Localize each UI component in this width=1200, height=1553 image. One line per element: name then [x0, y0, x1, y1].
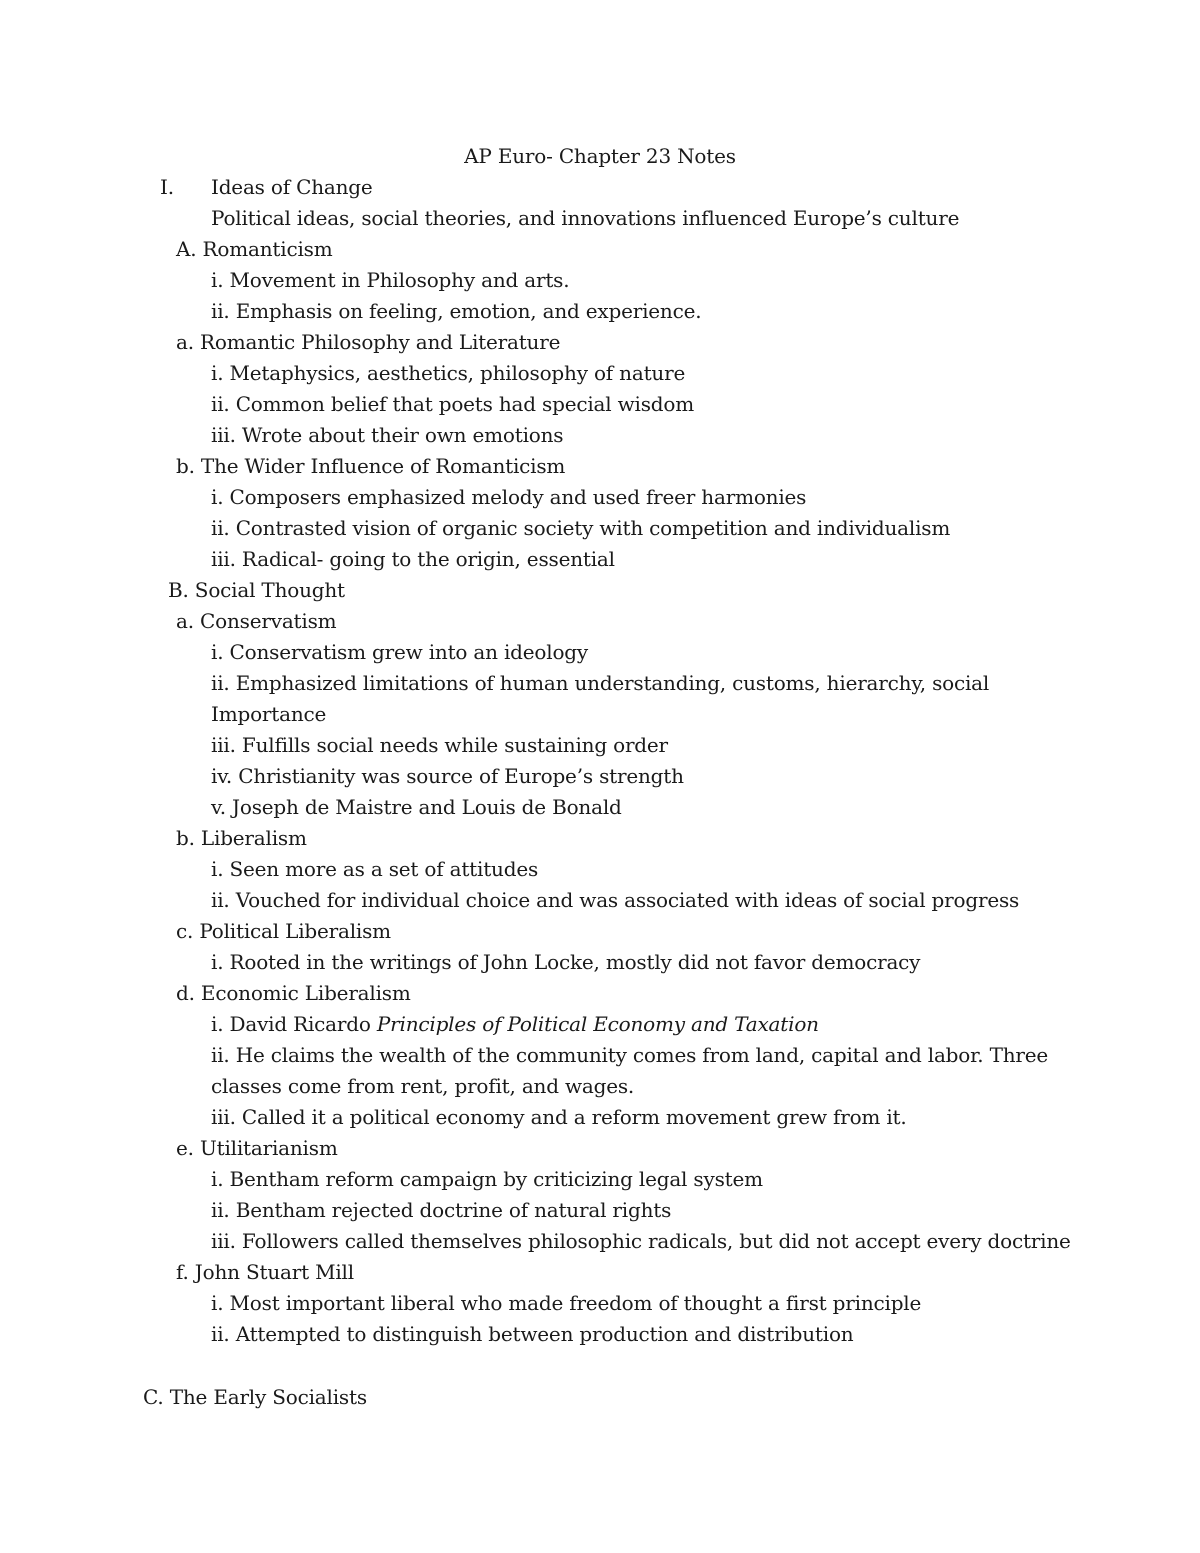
outline-heading: b. The Wider Influence of Romanticism — [176, 454, 566, 478]
outline-item: i. Rooted in the writings of John Locke, mostly did not favor democracy — [211, 950, 921, 974]
outline-heading: A. Romanticism — [176, 237, 333, 261]
outline-item: i. Conservatism grew into an ideology — [211, 640, 589, 664]
section-marker: I. — [160, 175, 174, 199]
outline-heading: e. Utilitarianism — [176, 1136, 338, 1160]
outline-item: iii. Wrote about their own emotions — [211, 423, 564, 447]
outline-item: iii. Fulfills social needs while sustaining order — [211, 733, 668, 757]
item-text: i. David Ricardo — [211, 1012, 377, 1036]
section-heading: Ideas of Change — [211, 175, 373, 199]
outline-heading: C. The Early Socialists — [143, 1385, 367, 1409]
outline-item: ii. Bentham rejected doctrine of natural rights — [211, 1198, 672, 1222]
outline-item: ii. Vouched for individual choice and was associated with ideas of social progress — [211, 888, 1020, 912]
page-title: AP Euro- Chapter 23 Notes — [464, 144, 736, 168]
outline-item: ii. Attempted to distinguish between production and distribution — [211, 1322, 854, 1346]
outline-item: i. Seen more as a set of attitudes — [211, 857, 539, 881]
outline-heading: a. Romantic Philosophy and Literature — [176, 330, 561, 354]
outline-item: classes come from rent, profit, and wages. — [211, 1074, 635, 1098]
outline-item: i. Metaphysics, aesthetics, philosophy of nature — [211, 361, 686, 385]
outline-heading: d. Economic Liberalism — [176, 981, 411, 1005]
outline-item: Importance — [211, 702, 327, 726]
outline-item: ii. He claims the wealth of the community comes from land, capital and labor. Three — [211, 1043, 1049, 1067]
outline-item: ii. Emphasis on feeling, emotion, and experience. — [211, 299, 702, 323]
outline-heading: f. John Stuart Mill — [176, 1260, 354, 1284]
outline-heading: c. Political Liberalism — [176, 919, 391, 943]
outline-item: ii. Contrasted vision of organic society with competition and individualism — [211, 516, 951, 540]
outline-heading: a. Conservatism — [176, 609, 337, 633]
outline-heading: b. Liberalism — [176, 826, 307, 850]
outline-item: v. Joseph de Maistre and Louis de Bonald — [211, 795, 622, 819]
outline-item: i. Bentham reform campaign by criticizing legal system — [211, 1167, 763, 1191]
outline-item: iii. Called it a political economy and a reform movement grew from it. — [211, 1105, 907, 1129]
outline-item: ii. Emphasized limitations of human understanding, customs, hierarchy, social — [211, 671, 990, 695]
outline-item: i. Most important liberal who made freedom of thought a first principle — [211, 1291, 922, 1315]
outline-item: i. Movement in Philosophy and arts. — [211, 268, 570, 292]
outline-item — [211, 1010, 819, 1038]
outline-item: i. Composers emphasized melody and used freer harmonies — [211, 485, 807, 509]
section-intro: Political ideas, social theories, and innovations influenced Europe’s culture — [211, 206, 960, 230]
book-title: Principles of Political Economy and Taxation — [376, 1012, 819, 1036]
outline-item: iv. Christianity was source of Europe’s strength — [211, 764, 684, 788]
outline-item: ii. Common belief that poets had special wisdom — [211, 392, 694, 416]
outline-item: iii. Radical- going to the origin, essential — [211, 547, 615, 571]
outline-item: iii. Followers called themselves philosophic radicals, but did not accept every doctrine — [211, 1229, 1071, 1253]
outline-heading: B. Social Thought — [168, 578, 345, 602]
